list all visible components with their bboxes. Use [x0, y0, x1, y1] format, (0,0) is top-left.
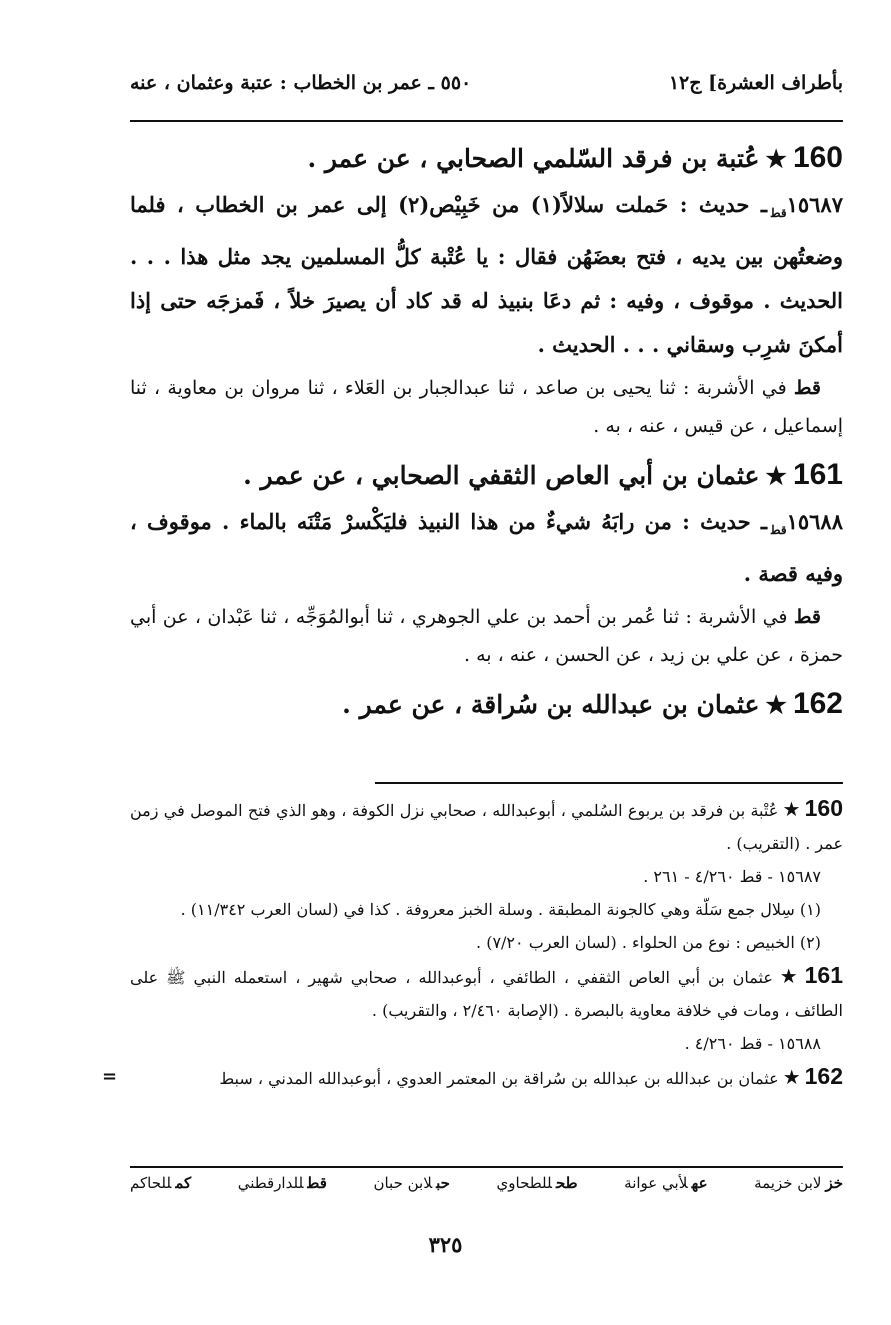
isnad-chain [130, 369, 843, 445]
hadith-code: قط [771, 206, 787, 221]
footnote [130, 926, 843, 959]
hadith-text [130, 183, 843, 367]
footnote [130, 893, 843, 926]
star-icon: ★ [782, 797, 801, 821]
header-rule [130, 120, 843, 122]
abbreviation-item: قطللدارقطني [237, 1174, 327, 1192]
abbreviation-item: عهلأبي عوانة [624, 1174, 708, 1192]
abbreviation-item: كمللحاكم [130, 1174, 192, 1192]
note-number: 161 [804, 962, 843, 988]
footnote [130, 792, 843, 860]
entry-number: 162 [792, 687, 843, 721]
header-left: ٥٥٠ ـ عمر بن الخطاب : عتبة وعثمان ، عنه [130, 72, 472, 94]
footnotes [102, 792, 844, 1095]
note-number: 160 [804, 795, 844, 821]
entry-number: 160 [792, 141, 843, 174]
header-right: بأطراف العشرة] ج١٢ [668, 72, 843, 94]
chain-source: قط [793, 606, 821, 629]
entry-title: عُتبة بن فرقد السّلمي الصحابي ، عن عمر . [307, 144, 760, 173]
note-text: ١٥٦٨٧ - قط ٤/٢٦٠ - ٢٦١ . [643, 867, 821, 886]
hadith-text [130, 500, 843, 596]
abbreviation-key [130, 1174, 843, 1192]
footnote [130, 959, 843, 1027]
hadith-code: قط [771, 523, 787, 538]
note-text: (١) سِلال جمع سَلّة وهي كالجونة المطبقة . وسلة الخبز معروفة . كذا في (لسان العرب ١١/٣٤٢) . [180, 900, 821, 919]
star-icon: ★ [776, 964, 801, 988]
entry-heading [130, 451, 843, 500]
hadith-body: ـ حديث : حَملت سلالاً(١) من خَبِيْص(٢) إلى عمر بن الخطاب ، فلما وضعتُهن بين يديه ، فتح بعضَهُن فقال : يا عُتْبة كلُّ المسلمين يجد مثل هذا . . . الحديث . موقوف ، وفيه : ثم دعَا بنبيذ له قد كاد أن يصيرَ خلاً ، فَمزجَه حتى إذا أمكنَ شرِب وسقاني . . . الحديث . [130, 192, 843, 358]
continuation-mark: = [102, 1066, 118, 1087]
abbreviation-item: خزلابن خزيمة [754, 1174, 843, 1192]
star-icon: ★ [765, 144, 787, 173]
footnote [130, 860, 843, 893]
note-text: عثمان بن أبي العاص الثقفي ، الطائفي ، أبوعبدالله ، صحابي شهير ، استعمله النبي ﷺ على الطائف ، ومات في خلافة معاوية بالبصرة . (الإصابة ٢/٤٦٠ ، والتقريب) . [130, 968, 843, 1020]
footnote [102, 1060, 843, 1095]
note-text: عُتْبة بن فرقد بن يربوع السُلمي ، أبوعبدالله ، صحابي نزل الكوفة ، وهو الذي فتح الموصل في زمن عمر . (التقريب) . [130, 801, 843, 853]
abbreviation-rule [130, 1166, 843, 1168]
page-number: ٣٢٥ [428, 1232, 463, 1257]
entry-heading [130, 680, 843, 729]
note-text: ١٥٦٨٨ - قط ٤/٢٦٠ . [684, 1034, 821, 1053]
entry-heading [130, 134, 843, 183]
star-icon: ★ [765, 690, 787, 720]
entry-number: 161 [792, 458, 843, 492]
footnote [130, 1027, 843, 1060]
abbreviation-item: طحللطحاوي [496, 1174, 578, 1192]
abbreviation-item: حبلابن حبان [373, 1174, 450, 1192]
note-number: 162 [804, 1063, 843, 1089]
footnote-rule [375, 782, 843, 784]
chain-body: في الأشربة : ثنا عُمر بن أحمد بن علي الجوهري ، ثنا أبوالمُوَجِّه ، ثنا عَبْدان ، عن أبي حمزة ، عن علي بن زيد ، عن الحسن ، عنه ، به . [130, 606, 843, 667]
hadith-number: ١٥٦٨٨ [786, 509, 843, 535]
entry-title: عثمان بن عبدالله بن سُراقة ، عن عمر . [342, 690, 760, 720]
note-text: (٢) الخبيص : نوع من الحلواء . (لسان العرب ٧/٢٠) . [476, 933, 821, 952]
hadith-number: ١٥٦٨٧ [786, 192, 843, 217]
note-text: عثمان بن عبدالله بن عبدالله بن سُراقة بن المعتمر العدوي ، أبوعبدالله المدني ، سبط [219, 1069, 779, 1088]
star-icon: ★ [782, 1065, 801, 1089]
hadith-body: ـ حديث : من رابَهُ شيءٌ من هذا النبيذ فليَكْسرْ مَتْنَه بالماء . موقوف ، وفيه قصة . [130, 509, 843, 587]
star-icon: ★ [765, 461, 787, 491]
isnad-chain [130, 598, 843, 674]
chain-source: قط [793, 377, 822, 400]
running-header [130, 72, 843, 94]
main-text [130, 134, 843, 729]
chain-body: في الأشربة : ثنا يحيى بن صاعد ، ثنا عبدالجبار بن العَلاء ، ثنا مروان بن معاوية ، ثنا إسماعيل ، عن قيس ، عنه ، به . [130, 377, 843, 438]
entry-title: عثمان بن أبي العاص الثقفي الصحابي ، عن عمر . [243, 461, 760, 491]
